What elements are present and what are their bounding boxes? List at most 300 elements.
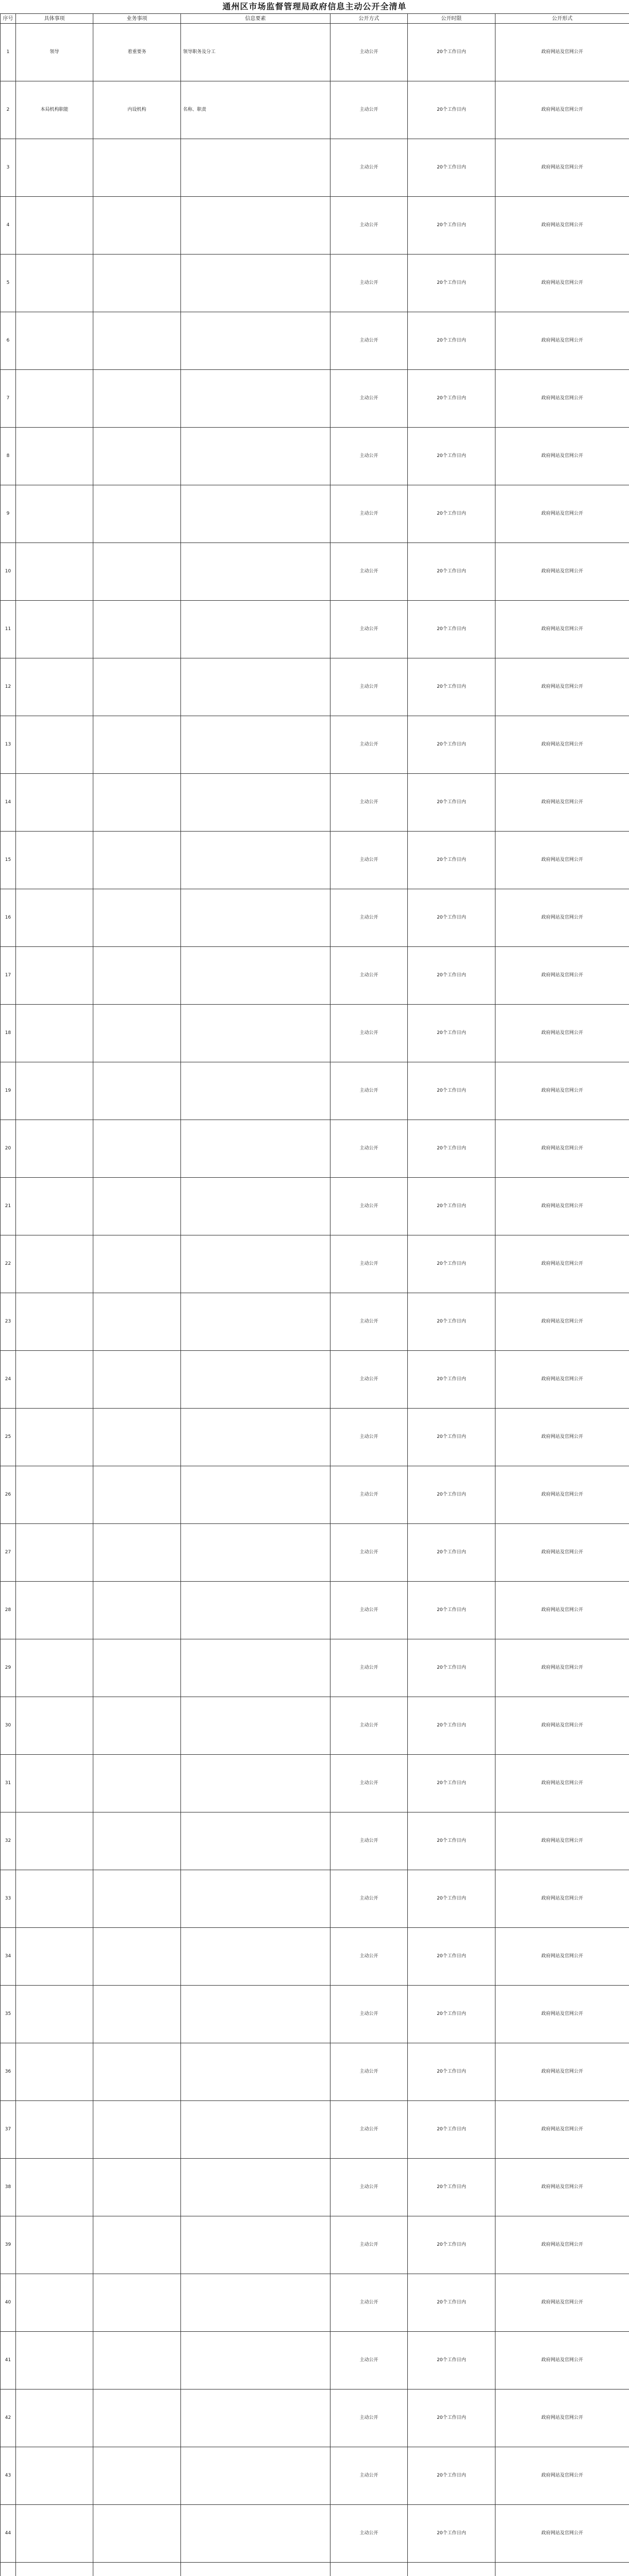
row-deadline: 20个工作日内	[408, 2101, 495, 2159]
row-elements	[181, 1293, 330, 1351]
row-deadline: 20个工作日内	[408, 139, 495, 197]
row-form: 政府网站及官网公开	[495, 2447, 629, 2505]
row-deadline: 20个工作日内	[408, 2389, 495, 2447]
row-no: 32	[1, 1812, 16, 1870]
row-form: 政府网站及官网公开	[495, 889, 629, 947]
table-row	[1, 1524, 629, 1582]
row-task	[93, 1351, 181, 1409]
table-row	[1, 1582, 629, 1639]
row-deadline: 20个工作日内	[408, 2505, 495, 2563]
row-method: 主动公开	[330, 947, 408, 1005]
table-row	[1, 601, 629, 658]
row-elements	[181, 1178, 330, 1235]
row-method: 主动公开	[330, 1697, 408, 1755]
row-task	[93, 1986, 181, 2043]
row-form: 政府网站及官网公开	[495, 716, 629, 774]
row-elements	[181, 312, 330, 370]
row-elements	[181, 947, 330, 1005]
row-task: 着重要务	[93, 24, 181, 81]
row-deadline: 20个工作日内	[408, 428, 495, 485]
row-elements	[181, 197, 330, 255]
row-deadline: 20个工作日内	[408, 197, 495, 255]
row-no: 37	[1, 2101, 16, 2159]
row-method: 主动公开	[330, 1582, 408, 1639]
row-no: 35	[1, 1986, 16, 2043]
table-row	[1, 716, 629, 774]
row-elements	[181, 2505, 330, 2563]
row-form: 政府网站及官网公开	[495, 428, 629, 485]
row-form: 政府网站及官网公开	[495, 2332, 629, 2389]
table-row	[1, 1409, 629, 1466]
row-task	[93, 947, 181, 1005]
row-item	[16, 2159, 93, 2216]
row-method: 主动公开	[330, 2389, 408, 2447]
row-form: 政府网站及官网公开	[495, 2274, 629, 2332]
row-deadline: 20个工作日内	[408, 1062, 495, 1120]
row-task	[93, 1582, 181, 1639]
row-task	[93, 1812, 181, 1870]
row-task	[93, 1755, 181, 1812]
row-method: 主动公开	[330, 543, 408, 601]
row-method: 主动公开	[330, 370, 408, 428]
row-method: 主动公开	[330, 1870, 408, 1928]
row-no: 36	[1, 2043, 16, 2101]
row-elements	[181, 832, 330, 889]
row-item: 本局机构职能	[16, 81, 93, 139]
row-deadline: 20个工作日内	[408, 1005, 495, 1062]
row-item	[16, 889, 93, 947]
row-item	[16, 197, 93, 255]
row-task	[93, 2505, 181, 2563]
row-deadline: 20个工作日内	[408, 81, 495, 139]
row-form: 政府网站及官网公开	[495, 1351, 629, 1409]
row-elements	[181, 1351, 330, 1409]
table-row	[1, 1062, 629, 1120]
row-no: 41	[1, 2332, 16, 2389]
row-deadline: 20个工作日内	[408, 2332, 495, 2389]
row-form: 政府网站及官网公开	[495, 370, 629, 428]
row-form: 政府网站及官网公开	[495, 197, 629, 255]
row-form: 政府网站及官网公开	[495, 1178, 629, 1235]
table-row	[1, 1005, 629, 1062]
row-task	[93, 2159, 181, 2216]
disclosure-table	[0, 13, 629, 2576]
row-deadline: 20个工作日内	[408, 2274, 495, 2332]
row-elements	[181, 2447, 330, 2505]
table-row	[1, 2389, 629, 2447]
row-form: 政府网站及官网公开	[495, 2101, 629, 2159]
row-no: 38	[1, 2159, 16, 2216]
row-method: 主动公开	[330, 889, 408, 947]
table-row	[1, 1928, 629, 1986]
row-task	[93, 1928, 181, 1986]
table-row	[1, 81, 629, 139]
row-no: 17	[1, 947, 16, 1005]
row-task	[93, 1639, 181, 1697]
table-row	[1, 1870, 629, 1928]
row-form: 政府网站及官网公开	[495, 1697, 629, 1755]
row-form: 政府网站及官网公开	[495, 255, 629, 312]
row-item	[16, 1928, 93, 1986]
row-elements	[181, 255, 330, 312]
row-item	[16, 2043, 93, 2101]
row-deadline: 20个工作日内	[408, 2159, 495, 2216]
row-task	[93, 2332, 181, 2389]
row-item	[16, 2332, 93, 2389]
row-method: 主动公开	[330, 2332, 408, 2389]
table-row	[1, 2101, 629, 2159]
row-task	[93, 255, 181, 312]
row-elements	[181, 1986, 330, 2043]
table-header-row	[1, 14, 629, 24]
row-elements	[181, 1639, 330, 1697]
row-form: 政府网站及官网公开	[495, 601, 629, 658]
row-item	[16, 2447, 93, 2505]
row-task	[93, 2274, 181, 2332]
row-form: 政府网站及官网公开	[495, 1928, 629, 1986]
row-task	[93, 1466, 181, 1524]
row-form: 政府网站及官网公开	[495, 2389, 629, 2447]
row-form: 政府网站及官网公开	[495, 2159, 629, 2216]
row-no: 26	[1, 1466, 16, 1524]
table-row	[1, 2563, 629, 2576]
row-task	[93, 1235, 181, 1293]
row-item	[16, 139, 93, 197]
table-row	[1, 1120, 629, 1178]
table-row	[1, 2505, 629, 2563]
row-method: 主动公开	[330, 2216, 408, 2274]
row-item	[16, 428, 93, 485]
row-elements	[181, 2159, 330, 2216]
row-elements	[181, 2389, 330, 2447]
row-deadline: 20个工作日内	[408, 774, 495, 832]
row-method: 主动公开	[330, 139, 408, 197]
row-no: 43	[1, 2447, 16, 2505]
row-item	[16, 1870, 93, 1928]
row-method: 主动公开	[330, 1178, 408, 1235]
table-row	[1, 139, 629, 197]
row-method: 主动公开	[330, 255, 408, 312]
row-item	[16, 2505, 93, 2563]
row-deadline: 20个工作日内	[408, 947, 495, 1005]
row-form: 政府网站及官网公开	[495, 1986, 629, 2043]
row-form: 政府网站及官网公开	[495, 81, 629, 139]
row-elements	[181, 1928, 330, 1986]
table-row	[1, 2447, 629, 2505]
row-no: 19	[1, 1062, 16, 1120]
row-form: 政府网站及官网公开	[495, 832, 629, 889]
row-form: 政府网站及官网公开	[495, 2216, 629, 2274]
row-form: 政府网站及官网公开	[495, 543, 629, 601]
row-deadline: 20个工作日内	[408, 543, 495, 601]
row-form: 政府网站及官网公开	[495, 1812, 629, 1870]
table-row	[1, 255, 629, 312]
row-no: 28	[1, 1582, 16, 1639]
row-task	[93, 485, 181, 543]
row-task	[93, 1293, 181, 1351]
row-no: 9	[1, 485, 16, 543]
row-item	[16, 543, 93, 601]
row-no: 4	[1, 197, 16, 255]
row-item	[16, 1524, 93, 1582]
row-form: 政府网站及官网公开	[495, 1293, 629, 1351]
row-task	[93, 1524, 181, 1582]
row-elements	[181, 2563, 330, 2576]
row-no: 7	[1, 370, 16, 428]
row-deadline: 20个工作日内	[408, 1870, 495, 1928]
row-no: 25	[1, 1409, 16, 1466]
row-item	[16, 2101, 93, 2159]
table-row	[1, 1466, 629, 1524]
row-deadline: 20个工作日内	[408, 1409, 495, 1466]
table-row	[1, 1812, 629, 1870]
row-elements	[181, 139, 330, 197]
row-task	[93, 832, 181, 889]
row-method: 主动公开	[330, 1351, 408, 1409]
row-elements	[181, 774, 330, 832]
row-elements	[181, 1120, 330, 1178]
row-item	[16, 1697, 93, 1755]
row-no: 40	[1, 2274, 16, 2332]
row-form: 政府网站及官网公开	[495, 658, 629, 716]
table-row	[1, 774, 629, 832]
row-item	[16, 716, 93, 774]
row-no: 42	[1, 2389, 16, 2447]
table-row	[1, 312, 629, 370]
row-method: 主动公开	[330, 2505, 408, 2563]
row-method: 主动公开	[330, 2159, 408, 2216]
row-deadline: 20个工作日内	[408, 601, 495, 658]
row-item	[16, 1812, 93, 1870]
row-task	[93, 2216, 181, 2274]
row-method: 主动公开	[330, 312, 408, 370]
table-row	[1, 197, 629, 255]
row-item	[16, 1062, 93, 1120]
row-deadline: 20个工作日内	[408, 312, 495, 370]
row-task	[93, 716, 181, 774]
row-no: 20	[1, 1120, 16, 1178]
row-method: 主动公开	[330, 658, 408, 716]
row-method: 主动公开	[330, 1639, 408, 1697]
row-form: 政府网站及官网公开	[495, 1755, 629, 1812]
row-form: 政府网站及官网公开	[495, 24, 629, 81]
table-row	[1, 658, 629, 716]
row-deadline: 20个工作日内	[408, 24, 495, 81]
row-task	[93, 312, 181, 370]
row-deadline: 20个工作日内	[408, 370, 495, 428]
row-method: 主动公开	[330, 1062, 408, 1120]
row-form: 政府网站及官网公开	[495, 1409, 629, 1466]
row-item	[16, 255, 93, 312]
table-row	[1, 485, 629, 543]
row-no: 13	[1, 716, 16, 774]
row-item	[16, 1582, 93, 1639]
row-form	[495, 2563, 629, 2576]
table-row	[1, 1235, 629, 1293]
row-method: 主动公开	[330, 1235, 408, 1293]
table-body	[1, 24, 629, 2576]
row-no: 15	[1, 832, 16, 889]
row-no: 6	[1, 312, 16, 370]
row-deadline: 20个工作日内	[408, 1639, 495, 1697]
row-task	[93, 889, 181, 947]
row-no: 8	[1, 428, 16, 485]
table-row	[1, 543, 629, 601]
row-deadline: 20个工作日内	[408, 2043, 495, 2101]
row-elements	[181, 716, 330, 774]
row-elements	[181, 370, 330, 428]
row-item	[16, 2563, 93, 2576]
row-form: 政府网站及官网公开	[495, 774, 629, 832]
row-deadline: 20个工作日内	[408, 1812, 495, 1870]
row-deadline: 20个工作日内	[408, 1178, 495, 1235]
row-no: 21	[1, 1178, 16, 1235]
table-row	[1, 370, 629, 428]
row-task	[93, 1178, 181, 1235]
row-elements	[181, 2332, 330, 2389]
row-method: 主动公开	[330, 1005, 408, 1062]
row-method: 主动公开	[330, 1409, 408, 1466]
row-deadline: 20个工作日内	[408, 1120, 495, 1178]
row-no: 23	[1, 1293, 16, 1351]
row-elements	[181, 1466, 330, 1524]
row-task	[93, 139, 181, 197]
row-no: 18	[1, 1005, 16, 1062]
row-method: 主动公开	[330, 1120, 408, 1178]
row-elements	[181, 543, 330, 601]
row-method: 主动公开	[330, 1986, 408, 2043]
row-task	[93, 1062, 181, 1120]
row-item	[16, 1986, 93, 2043]
row-task	[93, 2563, 181, 2576]
header-deadline: 公开时限	[408, 14, 495, 24]
row-task	[93, 2389, 181, 2447]
row-method: 主动公开	[330, 2274, 408, 2332]
row-method: 主动公开	[330, 485, 408, 543]
row-deadline: 20个工作日内	[408, 2216, 495, 2274]
header-item: 具体事项	[16, 14, 93, 24]
row-no: 12	[1, 658, 16, 716]
row-no: 34	[1, 1928, 16, 1986]
header-elements: 信息要素	[181, 14, 330, 24]
row-item: 领导	[16, 24, 93, 81]
table-row	[1, 1639, 629, 1697]
row-item	[16, 312, 93, 370]
row-item	[16, 1235, 93, 1293]
row-method: 主动公开	[330, 1524, 408, 1582]
row-form: 政府网站及官网公开	[495, 1466, 629, 1524]
row-elements	[181, 2274, 330, 2332]
row-method: 主动公开	[330, 1466, 408, 1524]
row-form: 政府网站及官网公开	[495, 1005, 629, 1062]
row-deadline: 20个工作日内	[408, 889, 495, 947]
row-no: 39	[1, 2216, 16, 2274]
header-no: 序号	[1, 14, 16, 24]
row-deadline: 20个工作日内	[408, 1235, 495, 1293]
row-form: 政府网站及官网公开	[495, 1235, 629, 1293]
table-row	[1, 889, 629, 947]
table-row	[1, 428, 629, 485]
row-form: 政府网站及官网公开	[495, 485, 629, 543]
row-deadline: 20个工作日内	[408, 716, 495, 774]
row-deadline: 20个工作日内	[408, 658, 495, 716]
table-row	[1, 2216, 629, 2274]
row-deadline: 20个工作日内	[408, 832, 495, 889]
row-deadline: 20个工作日内	[408, 1524, 495, 1582]
row-elements	[181, 1005, 330, 1062]
table-row	[1, 2043, 629, 2101]
row-method: 主动公开	[330, 2101, 408, 2159]
row-no: 1	[1, 24, 16, 81]
row-deadline: 20个工作日内	[408, 1582, 495, 1639]
row-task	[93, 658, 181, 716]
row-deadline	[408, 2563, 495, 2576]
document-title: 通州区市场监督管理局政府信息主动公开全清单	[222, 2, 407, 11]
row-method: 主动公开	[330, 1928, 408, 1986]
row-form: 政府网站及官网公开	[495, 1870, 629, 1928]
row-item	[16, 1120, 93, 1178]
row-method: 主动公开	[330, 601, 408, 658]
table-row	[1, 1755, 629, 1812]
row-no: 11	[1, 601, 16, 658]
row-no: 44	[1, 2505, 16, 2563]
row-task	[93, 1120, 181, 1178]
row-no: 2	[1, 81, 16, 139]
row-method: 主动公开	[330, 81, 408, 139]
row-item	[16, 1755, 93, 1812]
row-task	[93, 370, 181, 428]
row-method	[330, 2563, 408, 2576]
row-item	[16, 370, 93, 428]
row-form: 政府网站及官网公开	[495, 1120, 629, 1178]
row-task	[93, 774, 181, 832]
row-task	[93, 1697, 181, 1755]
row-item	[16, 1409, 93, 1466]
row-item	[16, 2216, 93, 2274]
row-deadline: 20个工作日内	[408, 1351, 495, 1409]
row-task	[93, 2043, 181, 2101]
table-row	[1, 832, 629, 889]
row-form: 政府网站及官网公开	[495, 2043, 629, 2101]
row-elements	[181, 601, 330, 658]
row-method: 主动公开	[330, 1293, 408, 1351]
row-item	[16, 601, 93, 658]
row-task	[93, 1005, 181, 1062]
row-no: 24	[1, 1351, 16, 1409]
row-no: 33	[1, 1870, 16, 1928]
row-method: 主动公开	[330, 832, 408, 889]
row-method: 主动公开	[330, 428, 408, 485]
row-elements	[181, 1524, 330, 1582]
row-no	[1, 2563, 16, 2576]
table-row	[1, 1178, 629, 1235]
row-item	[16, 1639, 93, 1697]
row-method: 主动公开	[330, 2043, 408, 2101]
row-method: 主动公开	[330, 2447, 408, 2505]
row-form: 政府网站及官网公开	[495, 1639, 629, 1697]
row-form: 政府网站及官网公开	[495, 947, 629, 1005]
row-form: 政府网站及官网公开	[495, 1582, 629, 1639]
row-item	[16, 485, 93, 543]
row-elements	[181, 1812, 330, 1870]
row-deadline: 20个工作日内	[408, 1986, 495, 2043]
row-deadline: 20个工作日内	[408, 1697, 495, 1755]
row-method: 主动公开	[330, 24, 408, 81]
row-no: 16	[1, 889, 16, 947]
row-form: 政府网站及官网公开	[495, 1524, 629, 1582]
row-no: 14	[1, 774, 16, 832]
table-row	[1, 1293, 629, 1351]
